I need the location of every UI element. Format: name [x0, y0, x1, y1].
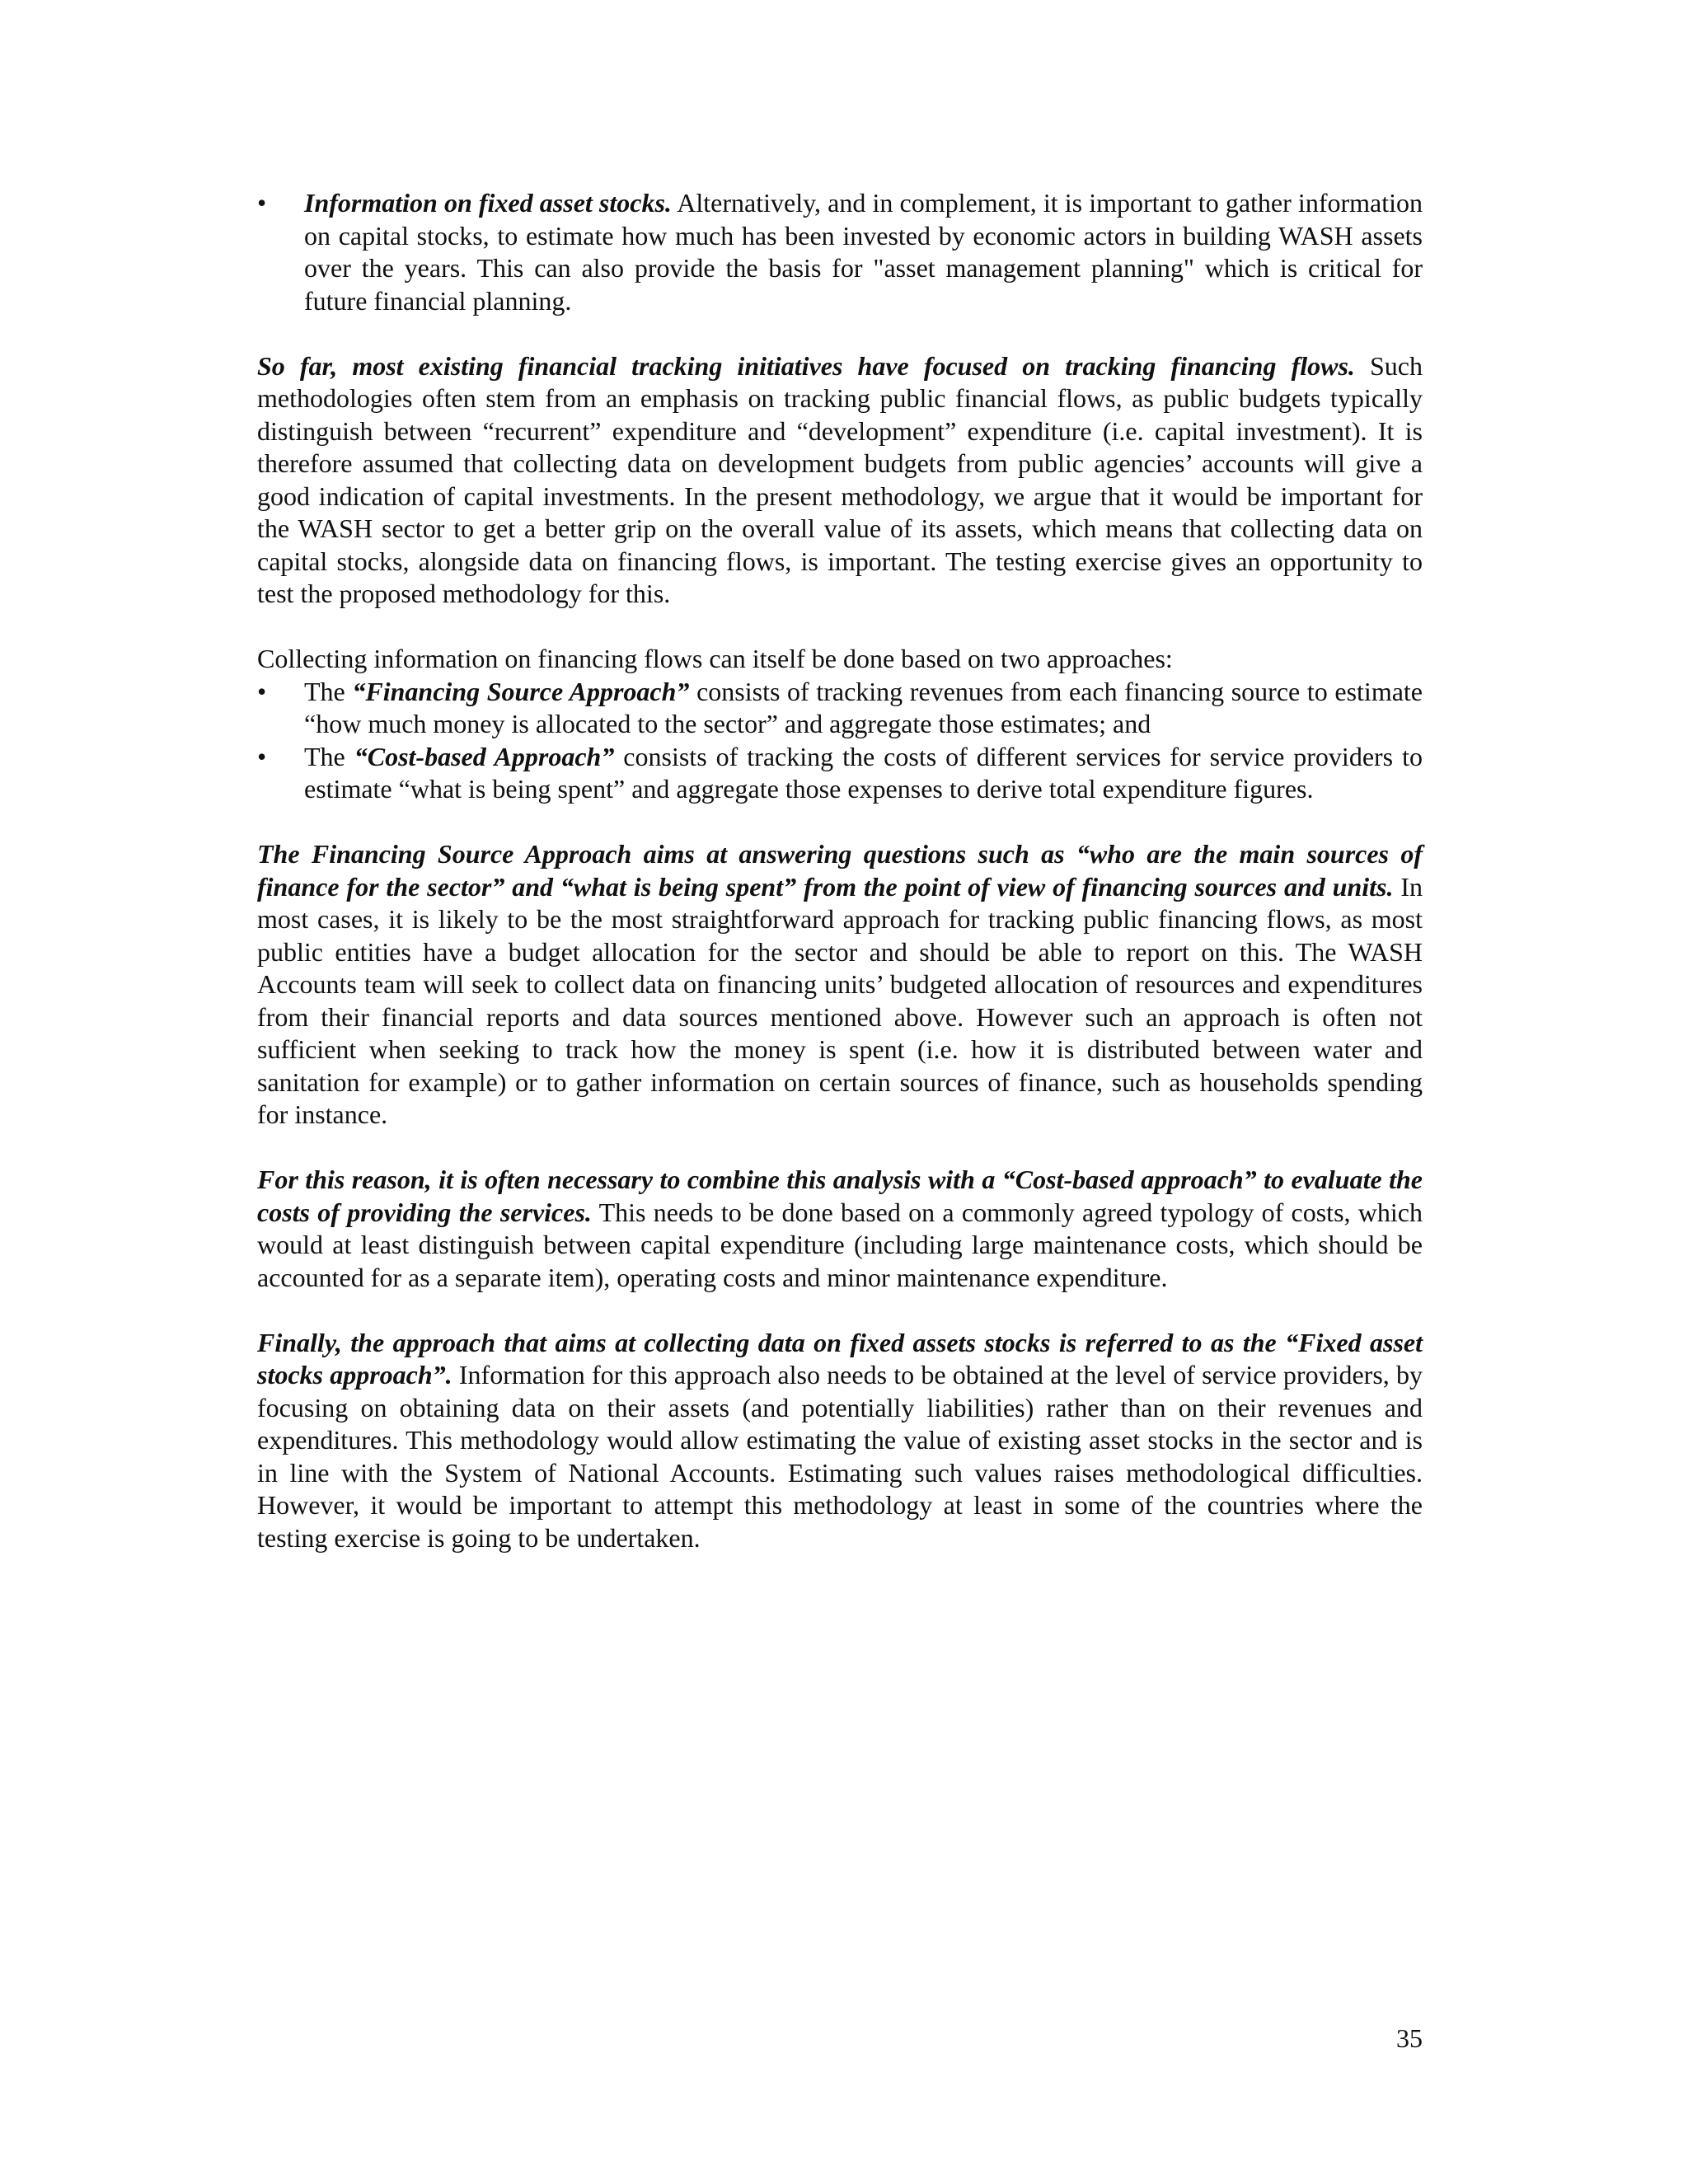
cost-based-text: This needs to be done based on a commonly agreed typology of costs, which would at least distinguish between capital expenditure (including large maintenance costs, which should be accounted for as a separate item), operating costs and minor maintenance expenditure.	[257, 1197, 1423, 1292]
approach-prefix: The	[304, 676, 353, 706]
fixed-assets-text: Alternatively, and in complement, it is important to gather information on capital stocks, to estimate how much has been invested by economic actors in building WASH assets over the years. This can also provide the basis for "asset management planning" which is critical for future financial planning.	[304, 188, 1423, 316]
fixed-assets-approach-text: Information for this approach also needs to be obtained at the level of service providers, by focusing on obtaining data on their assets (and potentially liabilities) rather than on their revenues and expenditures. This methodology would allow estimating the value of existing asset stocks in the sector and is in line with the System of National Accounts. Estimating such values raises methodological difficulties. However, it would be important to attempt this methodology at least in some of the countries where the testing exercise is going to be undertaken.	[257, 1360, 1423, 1553]
approaches-list	[257, 676, 1423, 806]
approach-text: consists of tracking the costs of different services for service providers to estimate “what is being spent” and aggregate those expenses to derive total expenditure figures.	[304, 741, 1423, 804]
page-content	[257, 187, 1423, 1587]
fixed-assets-list	[257, 187, 1423, 317]
paragraph-financing-source	[257, 838, 1423, 1132]
fixed-assets-lead: Information on fixed asset stocks.	[304, 188, 672, 218]
bullet-icon: •	[257, 676, 267, 706]
so-far-text: Such methodologies often stem from an emphasis on tracking public financial flows, as public budgets typically distinguish between “recurrent” expenditure and “development” expenditure (i.e. capital investment). It is therefore assumed that collecting data on development budgets from public agencies’ accounts will give a good indication of capital investments. In the present methodology, we argue that it would be important for the WASH sector to get a better grip on the overall value of its assets, which means that collecting data on capital stocks, alongside data on financing flows, is important. The testing exercise gives an opportunity to test the proposed methodology for this.	[257, 350, 1423, 608]
approach-prefix: The	[304, 741, 354, 771]
cost-based-lead: For this reason, it is often necessary to combine this analysis with a “Cost-based approach” to evaluate the costs of providing the services.	[257, 1165, 1423, 1227]
fixed-assets-approach-lead: Finally, the approach that aims at collecting data on fixed assets stocks is referred to as the “Fixed asset stocks approach”.	[257, 1327, 1423, 1390]
approach-text: consists of tracking revenues from each financing source to estimate “how much money is allocated to the sector” and aggregate those estimates; and	[304, 676, 1423, 738]
bullet-icon: •	[257, 741, 267, 771]
financing-source-lead: The Financing Source Approach aims at answering questions such as “who are the main sources of finance for the sector” and “what is being spent” from the point of view of financing sources and units.	[257, 839, 1423, 902]
so-far-lead: So far, most existing financial tracking initiatives have focused on tracking financing flows.	[257, 350, 1355, 381]
paragraph-fixed-assets	[257, 1327, 1423, 1555]
fixed-assets-bullet-item	[257, 187, 1423, 317]
approach-lead: “Cost-based Approach”	[354, 741, 615, 771]
paragraph-so-far	[257, 350, 1423, 611]
approaches-intro: Collecting information on financing flows can itself be done based on two approaches:	[257, 644, 1173, 673]
approach-lead: “Financing Source Approach”	[352, 676, 690, 706]
paragraph-cost-based	[257, 1164, 1423, 1294]
financing-source-text: In most cases, it is likely to be the most straightforward approach for tracking public financing flows, as most public entities have a budget allocation for the sector and should be able to report on this. The WASH Accounts team will seek to collect data on financing units’ budgeted allocation of resources and expenditures from their financial reports and data sources mentioned above. However such an approach is often not sufficient when seeking to track how the money is spent (i.e. how it is distributed between water and sanitation for example) or to gather information on certain sources of finance, such as households spending for instance.	[257, 871, 1423, 1129]
approach-item-financing-source	[257, 676, 1423, 741]
bullet-icon: •	[257, 188, 267, 218]
page-number: 35	[1396, 2023, 1423, 2053]
approach-item-cost-based	[257, 741, 1423, 806]
